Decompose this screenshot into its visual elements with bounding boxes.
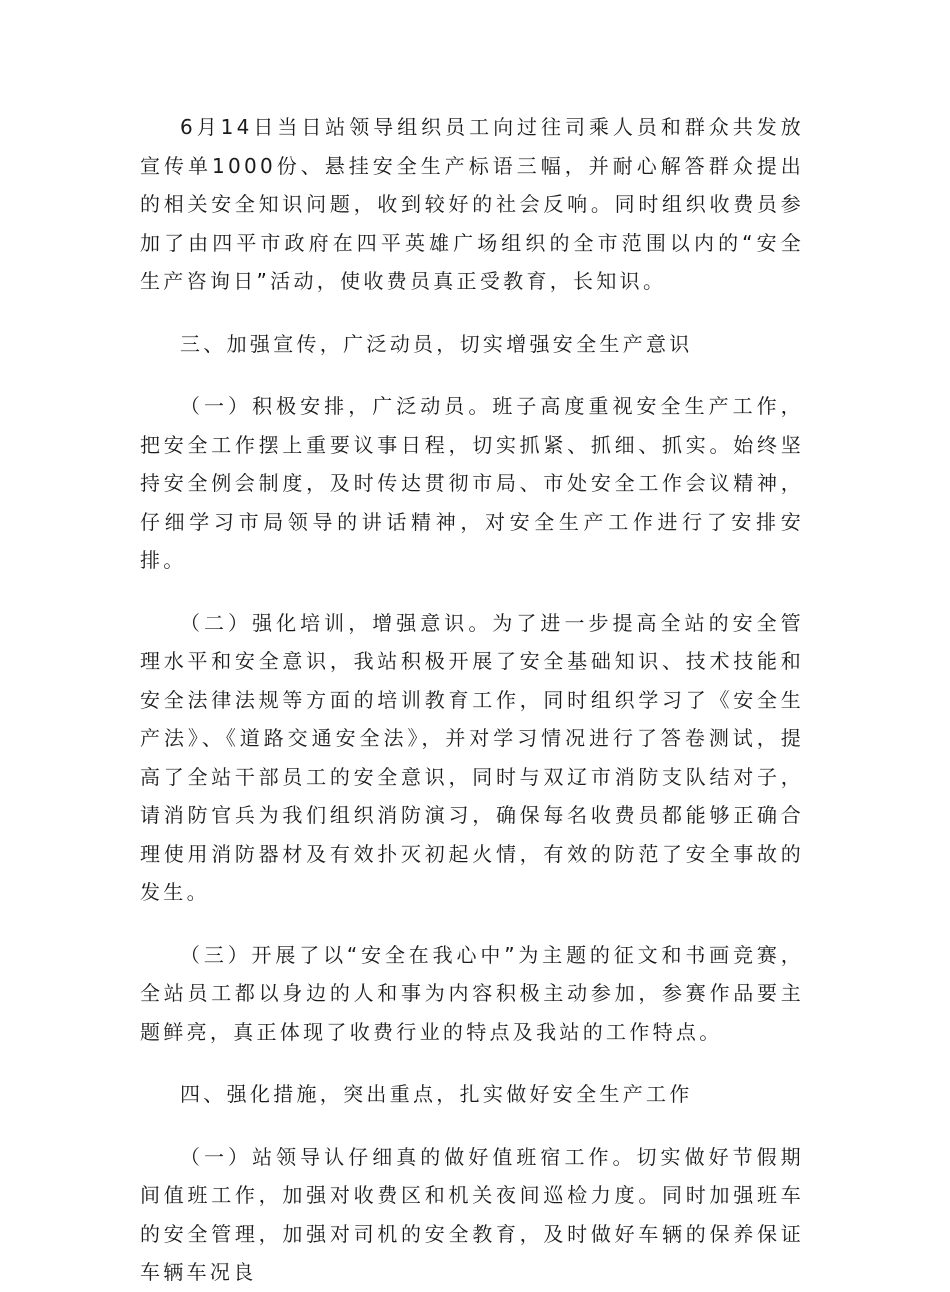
paragraph-safety-day-activity: 6月14日当日站领导组织员工向过往司乘人员和群众共发放宣传单1000份、悬挂安全生产标语三幅，并耐心解答群众提出的相关安全知识问题，收到较好的社会反响。同时组织收费员参加了由四平市政府在四平英雄广场组织的全市范围以内的“安全生产咨询日”活动，使收费员真正受教育，长知识。 bbox=[140, 115, 804, 293]
paragraph-3-2-training: （二）强化培训，增强意识。为了进一步提高全站的安全管理水平和安全意识，我站积极开展了安全基础知识、技术技能和安全法律法规等方面的培训教育工作，同时组织学习了《安全生产法》、《道路交通安全法》，并对学习情况进行了答卷测试，提高了全站干部员工的安全意识，同时与双辽市消防支队结对子，请消防官兵为我们组织消防演习，确保每名收费员都能够正确合理使用消防器材及有效扑灭初起火情，有效的防范了安全事故的发生。 bbox=[140, 610, 804, 904]
section-heading-3: 三、加强宣传，广泛动员，切实增强安全生产意识 bbox=[180, 331, 693, 356]
section-heading-4: 四、强化措施，突出重点，扎实做好安全生产工作 bbox=[180, 1082, 693, 1106]
paragraph-4-1-duty-work: （一）站领导认仔细真的做好值班宿工作。切实做好节假期间值班工作，加强对收费区和机关夜间巡检力度。同时加强班车的安全管理，加强对司机的安全教育，及时做好车辆的保养保证车辆车况良 bbox=[140, 1144, 804, 1284]
paragraph-3-1-arrangement: （一）积极安排，广泛动员。班子高度重视安全生产工作，把安全工作摆上重要议事日程，切实抓紧、抓细、抓实。始终坚持安全例会制度，及时传达贯彻市局、市处安全工作会议精神，仔细学习市局领导的讲话精神，对安全生产工作进行了安排安排。 bbox=[140, 394, 804, 572]
paragraph-3-3-essay-contest: （三）开展了以“安全在我心中”为主题的征文和书画竞赛，全站员工都以身边的人和事为内容积极主动参加，参赛作品要主题鲜亮，真正体现了收费行业的特点及我站的工作特点。 bbox=[140, 942, 804, 1044]
